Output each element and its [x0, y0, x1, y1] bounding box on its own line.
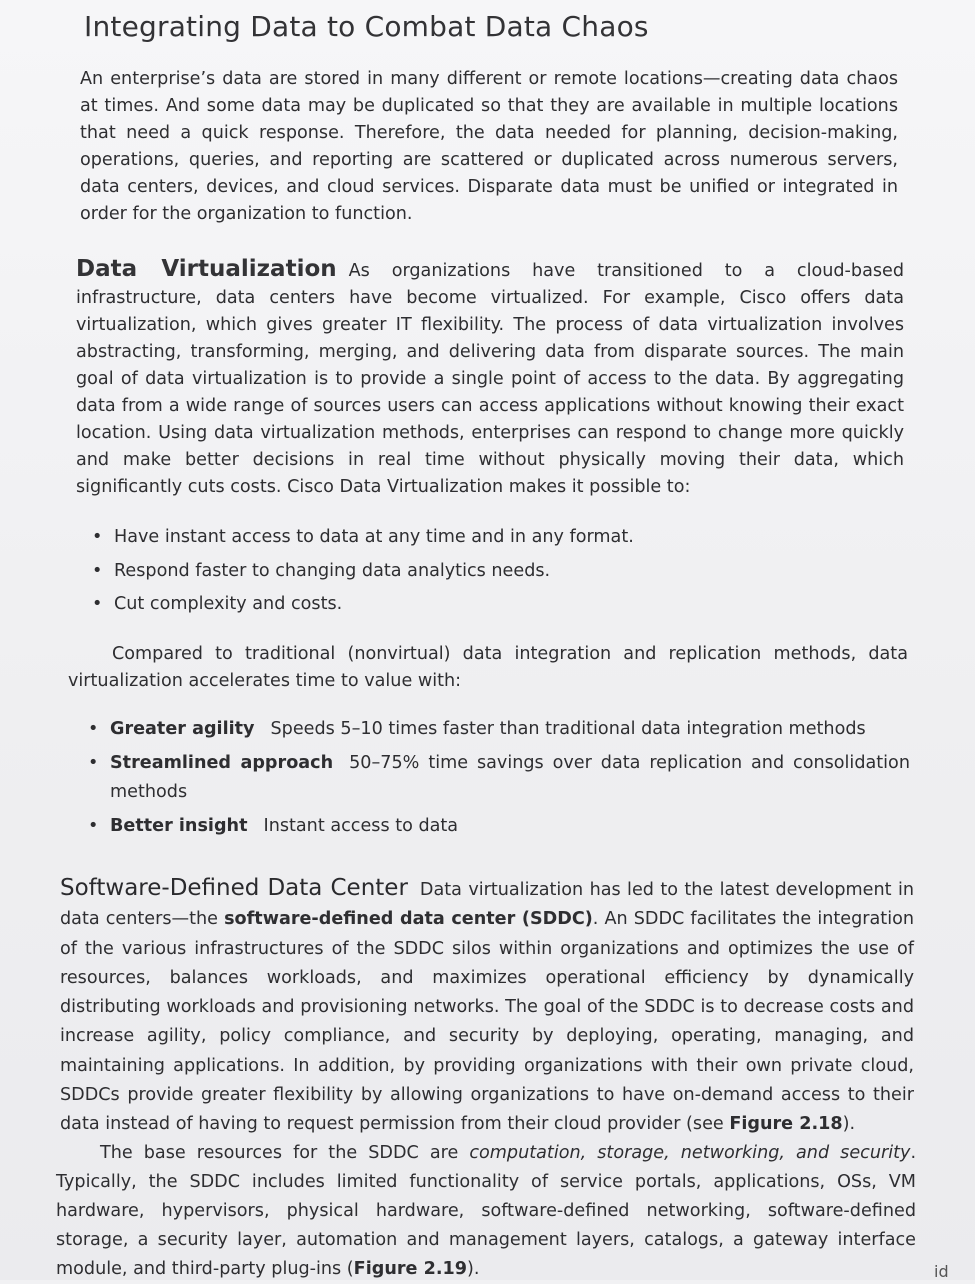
intro-paragraph: An enterprise’s data are stored in many different or remote locations—creating data chaos at times. And some data may be duplicated so that they are available in multiple locations that need a quick response. Therefore, the data needed for planning, decision-making, operations, queries, and reporting are scattered or duplicated across numerous servers, data centers, devices, and cloud services. Disparate data must be unified or integrated in order for the organization to function.: [80, 69, 898, 224]
list-item-lead: Greater agility: [110, 719, 255, 739]
figure-reference[interactable]: Figure 2.18: [729, 1114, 843, 1135]
base-resources-emphasis: computation, storage, networking, and security: [469, 1143, 911, 1163]
sddc-base-resources-paragraph: The base resources for the SDDC are computation, storage, networking, and security. Typically, the SDDC includes limited functionality of service portals, applications, OSs, VM hardware, hypervisors, physical hardware, software-defined networking, software-defined storage, a security layer, automation and management layers, catalogs, a gateway interface module, and third-party plug-ins (Figure 2.19).: [56, 1143, 917, 1279]
figure-reference[interactable]: Figure 2.19: [353, 1259, 467, 1279]
sddc-heading: Software-Defined Data Center: [60, 875, 408, 901]
list-item: [88, 715, 910, 744]
bullet-icon: •: [92, 594, 103, 614]
data-virtualization-paragraph: [76, 256, 904, 501]
bullet-icon: •: [88, 719, 99, 739]
data-virtualization-body: As organizations have transitioned to a cloud-based infrastructure, data centers have become virtualized. For example, Cisco offers data virtualization, which gives greater IT flexibility. The process of data virtualization involves abstracting, transforming, merging, and delivering data from disparate sources. The main goal of data virtualization is to provide a single point of access to the data. By aggregating data from a wide range of sources users can access applications without knowing their exact location. Using data virtualization methods, enterprises can respond to change more quickly and make better decisions in real time without physically moving their data, which significantly cuts costs. Cisco Data Virtualization makes it possible to:: [76, 261, 905, 497]
time-to-value-list: [88, 715, 910, 846]
bullet-icon: •: [92, 527, 103, 547]
list-item-lead: Better insight: [110, 816, 248, 836]
compared-paragraph: Compared to traditional (nonvirtual) data integration and replication methods, data virtualization accelerates time to value with:: [68, 644, 908, 691]
list-item-lead: Streamlined approach: [110, 753, 334, 773]
bullet-icon: •: [88, 753, 99, 773]
sddc-paragraph: Software-Defined Data Center Data virtualization has led to the latest development in data centers—the software-defined data center (SDDC). An SDDC facilitates the integration of the various infrastructures of the SDDC silos within organizations and optimizes the use of resources, balances workloads, and maximizes operational efficiency by dynamically distributing workloads and provisioning networks. The goal of the SDDC is to decrease costs and increase agility, policy compliance, and security by deploying, operating, managing, and maintaining applications. In addition, by providing organizations with their own private cloud, SDDCs provide greater flexibility by allowing organizations to have on-demand access to their data instead of having to request permission from their cloud provider (see Figure 2.18).: [60, 875, 914, 1135]
list-item: [88, 812, 910, 841]
cisco-benefits-list: [92, 524, 912, 625]
data-virtualization-heading: Data Virtualization: [76, 256, 337, 282]
list-item-text: 50–75% time savings over data replication and consolidation methods: [110, 753, 910, 802]
list-item: [88, 749, 910, 807]
section-title: Integrating Data to Combat Data Chaos: [84, 10, 649, 43]
next-page-text-fragment: id: [934, 1262, 949, 1281]
list-item: • Respond faster to changing data analytics needs.: [92, 558, 912, 585]
list-item: • Cut complexity and costs.: [92, 591, 912, 618]
list-item-text: Speeds 5–10 times faster than traditional data integration methods: [270, 719, 866, 739]
list-item-text: Instant access to data: [263, 816, 459, 836]
sddc-term: software-defined data center (SDDC): [224, 909, 593, 930]
list-item: • Have instant access to data at any time and in any format.: [92, 524, 912, 551]
bullet-icon: •: [92, 560, 103, 581]
bullet-icon: •: [88, 816, 99, 836]
